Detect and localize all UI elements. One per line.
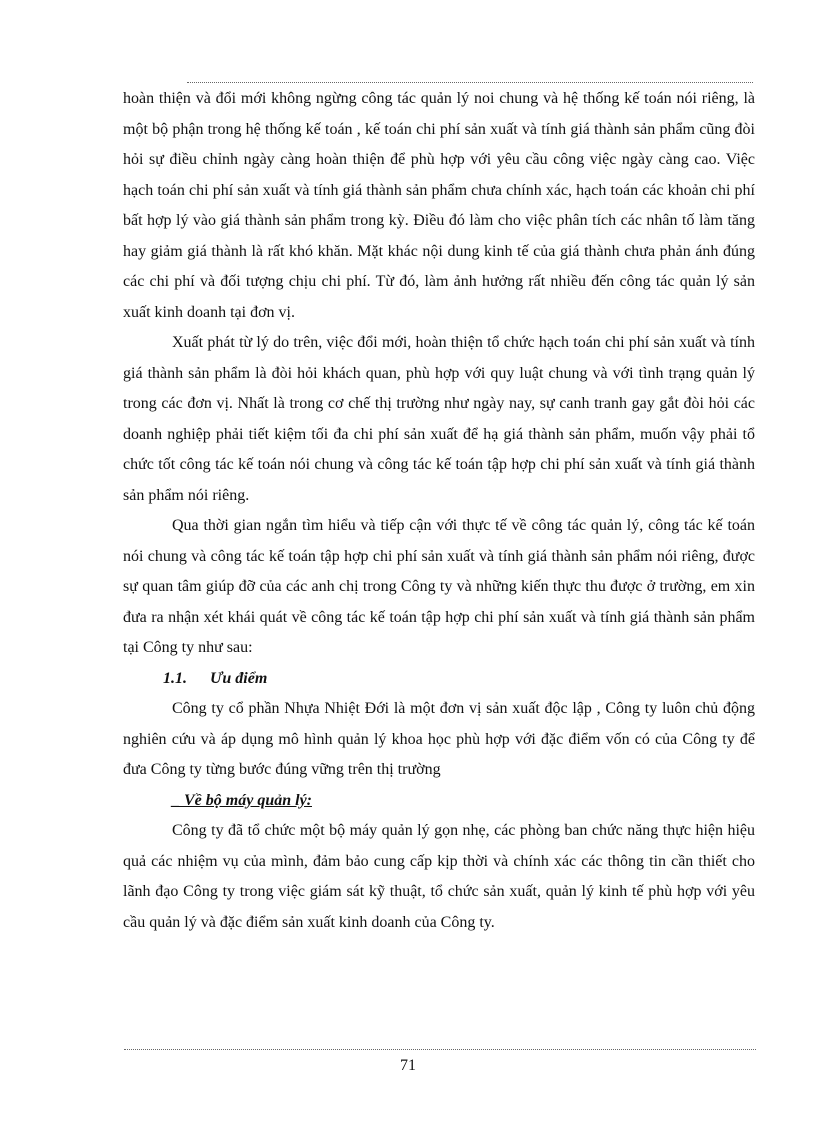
paragraph-continuation: hoàn thiện và đổi mới không ngừng công tác quản lý noi chung và hệ thống kế toán nói riêng, là một bộ phận trong hệ thống kế toán , kế toán chi phí sản xuất và tính giá thành sản phẩm cũng đòi hỏi sự điều chỉnh ngày càng hoàn thiện để phù hợp với yêu cầu công việc ngày càng cao. Việc hạch toán chi phí sản xuất và tính giá thành sản phẩm chưa chính xác, hạch toán các khoản chi phí bất hợp lý vào giá thành sản phẩm trong kỳ. Điều đó làm cho việc phân tích các nhân tố làm tăng hay giảm giá thành là rất khó khăn. Mặt khác nội dung kinh tế của giá thành chưa phản ánh đúng các chi phí và đối tượng chịu chi phí. Từ đó, làm ảnh hưởng rất nhiều đến công tác quản lý sản xuất kinh doanh tại đơn vị. (123, 90, 755, 321)
paragraph-introduction: Qua thời gian ngắn tìm hiểu và tiếp cận với thực tế về công tác quản lý, công tác kế toán nói chung và công tác kế toán tập hợp chi phí sản xuất và tính giá thành sản phẩm nói riêng, được sự quan tâm giúp đỡ của các anh chị trong Công ty và những kiến thực thu được ở trường, em xin đưa ra nhận xét khái quát về công tác kế toán tập hợp chi phí sản xuất và tính giá thành sản phẩm tại Công ty như sau: (123, 517, 755, 656)
footer-rule (124, 1049, 756, 1050)
subsection-prefix: _ (172, 791, 184, 809)
subsection-heading (123, 786, 755, 817)
section-title: Ưu điểm (210, 669, 268, 687)
section-heading (123, 664, 755, 695)
header-rule (187, 82, 753, 83)
section-number: 1.1. (163, 669, 187, 687)
paragraph-management: Công ty đã tổ chức một bộ máy quản lý gọn nhẹ, các phòng ban chức năng thực hiện hiệu quả các nhiệm vụ của mình, đảm bảo cung cấp kịp thời và chính xác các thông tin cần thiết cho lãnh đạo Công ty trong việc giám sát kỹ thuật, tổ chức sản xuất, quản lý kinh tế phù hợp với yêu cầu quản lý và đặc điểm sản xuất kinh doanh của Công ty. (123, 822, 755, 931)
page-body (123, 84, 755, 938)
subsection-title: Về bộ máy quản lý: (184, 791, 312, 809)
paragraph-rationale: Xuất phát từ lý do trên, việc đổi mới, hoàn thiện tổ chức hạch toán chi phí sản xuất và tính giá thành sản phẩm là đòi hỏi khách quan, phù hợp với quy luật chung và với tình trạng quản lý trong các đơn vị. Nhất là trong cơ chế thị trường như ngày nay, sự canh tranh gay gắt đòi hỏi các doanh nghiệp phải tiết kiệm tối đa chi phí sản xuất để hạ giá thành sản phẩm, muốn vậy phải tổ chức tốt công tác kế toán nói chung và công tác kế toán tập hợp chi phí sản xuất và tính giá thành sản phẩm nói riêng. (123, 334, 755, 504)
paragraph-company-overview: Công ty cổ phần Nhựa Nhiệt Đới là một đơn vị sản xuất độc lập , Công ty luôn chủ động nghiên cứu và áp dụng mô hình quản lý khoa học phù hợp với đặc điểm vốn có của Công ty để đưa Công ty từng bước đúng vững trên thị trường (123, 700, 755, 778)
page-number: 71 (400, 1057, 416, 1074)
